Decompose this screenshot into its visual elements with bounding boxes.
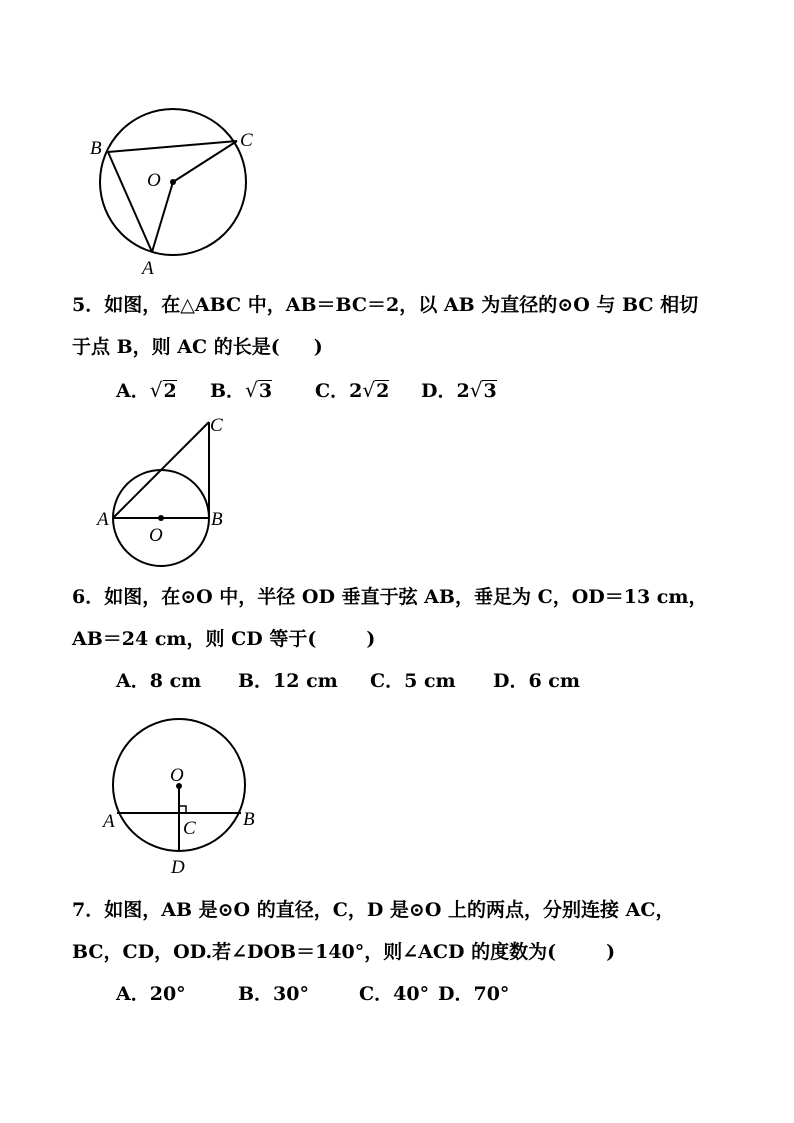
center-point bbox=[158, 515, 164, 521]
q6-option-a: A．8 cm bbox=[116, 670, 202, 692]
q5-option-b bbox=[210, 378, 272, 403]
q5-option-d-coef: 2 bbox=[456, 380, 470, 402]
figure-circle-triangle bbox=[80, 100, 280, 285]
q5-option-c-radicand: 2 bbox=[376, 380, 390, 402]
q5-option-a-radicand: 2 bbox=[163, 380, 177, 402]
q5-line2-close: ) bbox=[313, 336, 323, 358]
q5-option-c-coef: 2 bbox=[349, 380, 363, 402]
q5-option-d-letter: D． bbox=[421, 380, 457, 402]
sqrt-icon: √ bbox=[362, 378, 376, 402]
segment-co bbox=[173, 141, 237, 182]
q5-option-a bbox=[116, 378, 177, 403]
label-a: A bbox=[142, 258, 154, 279]
q5-option-c-letter: C． bbox=[315, 380, 350, 402]
q7-options bbox=[116, 982, 536, 1008]
right-angle-icon bbox=[179, 806, 186, 813]
label-b: B bbox=[211, 509, 223, 530]
q6-line2 bbox=[72, 627, 375, 651]
label-b: B bbox=[90, 138, 102, 159]
q7-option-b: B．30° bbox=[238, 983, 309, 1005]
label-a: A bbox=[103, 811, 115, 832]
q6-option-b: B．12 cm bbox=[238, 670, 338, 692]
q5-line1: 5．如图，在△ABC 中，AB＝BC＝2，以 AB 为直径的⊙O 与 BC 相切 bbox=[72, 294, 699, 316]
label-d: D bbox=[171, 857, 185, 878]
q6-option-d: D．6 cm bbox=[493, 670, 580, 692]
q7-line1: 7．如图，AB 是⊙O 的直径，C，D 是⊙O 上的两点，分别连接 AC， bbox=[72, 899, 675, 921]
q6-line2-text: AB＝24 cm，则 CD 等于( bbox=[72, 628, 317, 650]
q7-option-d: D．70° bbox=[438, 983, 510, 1005]
q5-option-d-radicand: 3 bbox=[483, 380, 497, 402]
figure2-svg bbox=[90, 410, 250, 570]
q5-option-c bbox=[315, 378, 389, 403]
center-point bbox=[170, 179, 176, 185]
label-c: C bbox=[240, 130, 253, 151]
q6-option-c: C．5 cm bbox=[370, 670, 456, 692]
q7-line2-text: BC，CD，OD.若∠DOB＝140°，则∠ACD 的度数为( bbox=[72, 941, 557, 963]
segment-ac bbox=[113, 422, 209, 518]
label-a: A bbox=[97, 509, 109, 530]
label-o: O bbox=[149, 525, 163, 546]
q5-option-d bbox=[421, 378, 497, 403]
q7-line2 bbox=[72, 940, 615, 964]
q6-line2-close: ) bbox=[366, 628, 376, 650]
label-c: C bbox=[183, 818, 196, 839]
q6-line1: 6．如图，在⊙O 中，半径 OD 垂直于弦 AB，垂足为 C，OD＝13 cm， bbox=[72, 586, 708, 608]
figure1-svg bbox=[80, 100, 280, 285]
figure-tangent bbox=[90, 410, 250, 570]
label-c: C bbox=[210, 415, 223, 436]
segment-bc bbox=[108, 141, 237, 152]
segment-ba bbox=[108, 152, 152, 252]
q7-option-c: C．40° bbox=[359, 983, 430, 1005]
sqrt-icon: √ bbox=[245, 378, 258, 402]
q5-options bbox=[116, 378, 516, 404]
q7-line2-close: ) bbox=[606, 941, 616, 963]
sqrt-icon: √ bbox=[469, 378, 483, 402]
q5-option-a-letter: A． bbox=[116, 380, 150, 402]
label-b: B bbox=[243, 809, 255, 830]
segment-oa bbox=[152, 182, 173, 252]
q5-option-b-letter: B． bbox=[210, 380, 246, 402]
label-o: O bbox=[170, 765, 184, 786]
q5-line2 bbox=[72, 335, 323, 359]
figure-chord bbox=[95, 710, 270, 880]
sqrt-icon: √ bbox=[149, 378, 163, 402]
figure3-svg bbox=[95, 710, 270, 880]
label-o: O bbox=[147, 170, 161, 191]
q6-options bbox=[116, 669, 580, 695]
q5-option-b-radicand: 3 bbox=[258, 380, 273, 402]
q7-option-a: A．20° bbox=[116, 983, 186, 1005]
q5-line2-text: 于点 B，则 AC 的长是( bbox=[72, 336, 280, 358]
